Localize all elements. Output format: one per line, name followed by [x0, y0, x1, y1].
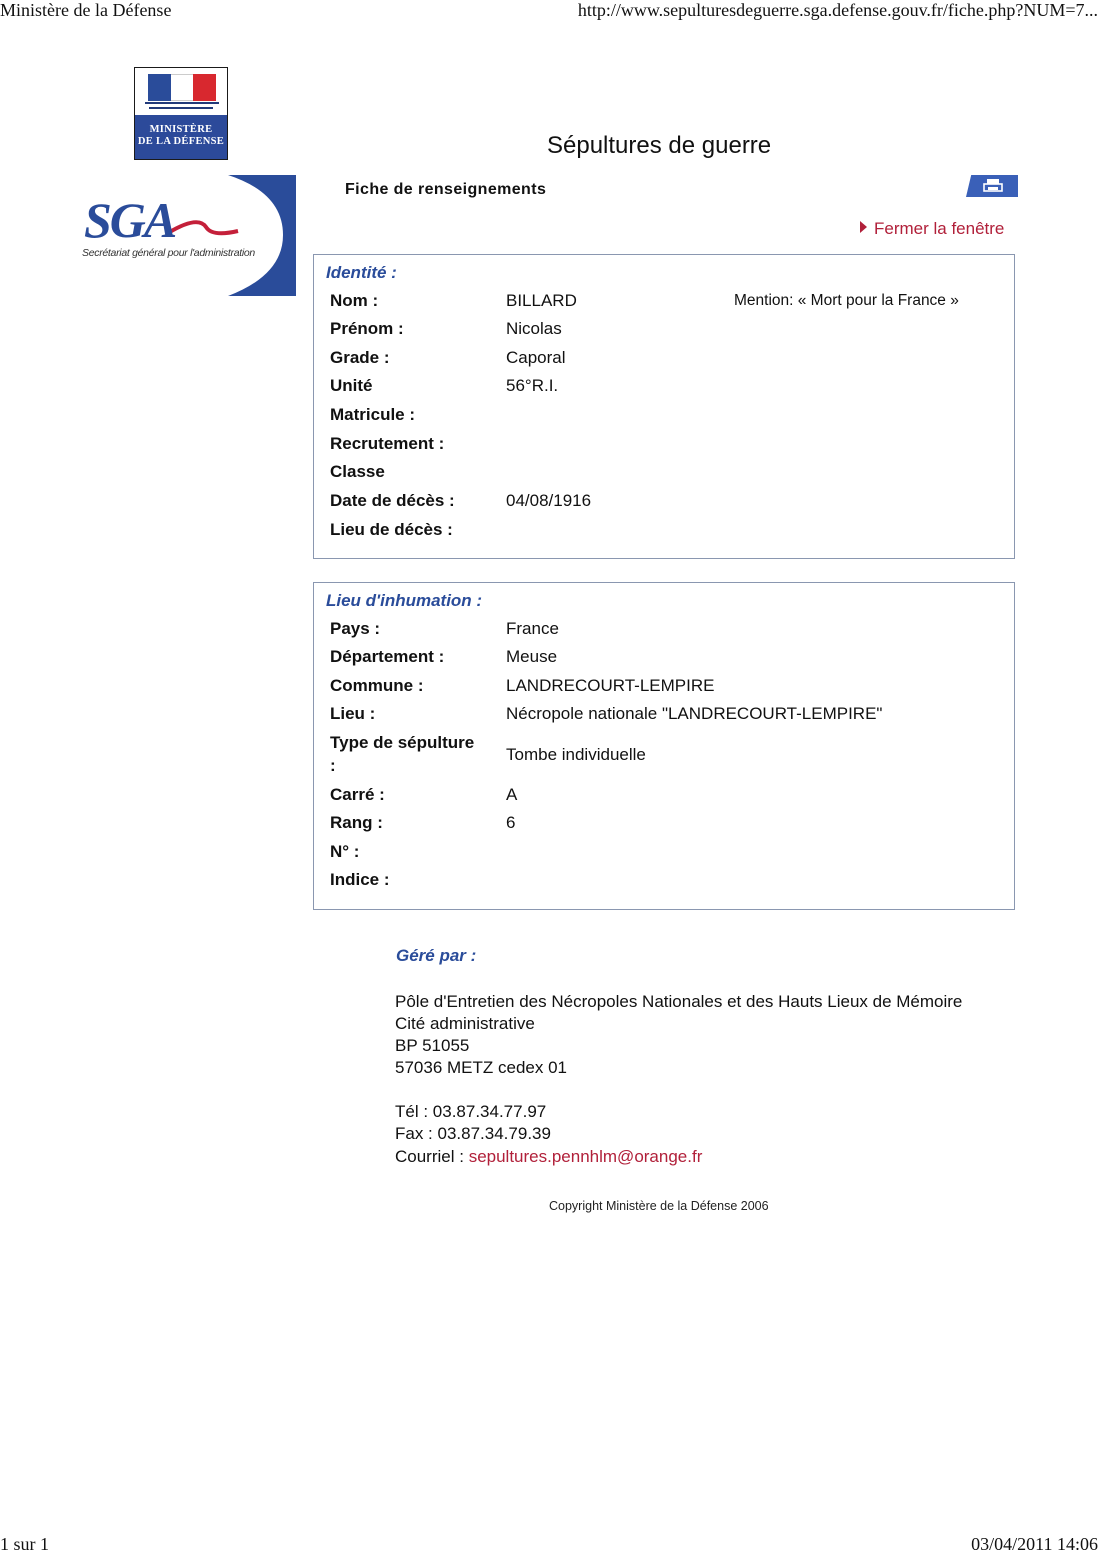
field-value: 56°R.I.	[506, 376, 559, 395]
logo-line-2: DE LA DÉFENSE	[137, 136, 225, 147]
gere-par-title: Géré par :	[396, 946, 477, 965]
field-label: Date de décès :	[330, 491, 455, 510]
field-value: LANDRECOURT-LEMPIRE	[506, 676, 715, 695]
print-footer-page: 1 sur 1	[0, 1534, 49, 1554]
phone-line: Tél : 03.87.34.77.97	[395, 1102, 547, 1121]
print-header-url: http://www.sepulturesdeguerre.sga.defense.gouv.fr/fiche.php?NUM=7...	[577, 0, 1098, 20]
field-value: Caporal	[506, 348, 566, 367]
field-value: BILLARD	[506, 291, 577, 310]
field-label: Classe	[330, 462, 385, 481]
email-line	[395, 1147, 702, 1167]
field-value: Tombe individuelle	[506, 745, 646, 764]
page-title: Sépultures de guerre	[547, 132, 772, 159]
inhumation-title: Lieu d'inhumation :	[326, 591, 483, 610]
french-flag-icon	[148, 74, 216, 101]
field-value: A	[506, 785, 518, 804]
fiche-title: Fiche de renseignements	[345, 181, 547, 198]
close-window-label: Fermer la fenêtre	[874, 219, 1005, 238]
identite-title: Identité :	[326, 263, 397, 282]
print-footer-datetime: 03/04/2011 14:06	[971, 1534, 1098, 1554]
field-label: Carré :	[330, 785, 385, 804]
email-link[interactable]: sepultures.pennhlm@orange.fr	[468, 1147, 703, 1166]
field-label-continued: :	[330, 756, 336, 775]
mention-text: Mention: « Mort pour la France »	[734, 292, 959, 309]
field-label: Prénom :	[330, 319, 404, 338]
field-label: Rang :	[330, 813, 383, 832]
address-line: 57036 METZ cedex 01	[395, 1058, 567, 1077]
logo-line-1: MINISTÈRE	[149, 124, 213, 135]
email-label: Courriel :	[395, 1147, 469, 1166]
field-label: Nom :	[330, 291, 379, 310]
copyright-notice: Copyright Ministère de la Défense 2006	[549, 1199, 769, 1213]
print-button[interactable]	[966, 175, 1018, 197]
field-value: 04/08/1916	[506, 491, 592, 510]
print-header-title: Ministère de la Défense	[0, 0, 172, 20]
address-line: BP 51055	[395, 1036, 470, 1055]
field-label: Pays :	[330, 619, 381, 638]
field-label: Grade :	[330, 348, 390, 367]
field-label: Matricule :	[330, 405, 416, 424]
field-label: Lieu de décès :	[330, 520, 453, 539]
ministere-defense-logo	[134, 67, 228, 160]
field-label: Unité	[330, 376, 373, 395]
inhumation-section	[313, 582, 1015, 910]
sga-subtitle: Secrétariat général pour l'administration	[82, 247, 255, 259]
field-value: Meuse	[506, 647, 558, 666]
sga-mark: SGA	[84, 192, 176, 248]
field-value: 6	[506, 813, 516, 832]
field-value: Nicolas	[506, 319, 562, 338]
address-line: Pôle d'Entretien des Nécropoles Nationales et des Hauts Lieux de Mémoire	[395, 992, 963, 1011]
field-label: Commune :	[330, 676, 424, 695]
arrow-right-icon	[860, 221, 867, 233]
field-label: Indice :	[330, 870, 390, 889]
field-label: Département :	[330, 647, 445, 666]
printer-icon	[982, 178, 1004, 194]
field-label: Recrutement :	[330, 434, 445, 453]
field-label: Lieu :	[330, 704, 376, 723]
sga-logo	[78, 175, 296, 296]
fax-line: Fax : 03.87.34.79.39	[395, 1124, 551, 1143]
field-label: Type de sépulture	[330, 733, 475, 752]
address-line: Cité administrative	[395, 1014, 535, 1033]
close-window-link[interactable]	[860, 219, 1004, 239]
field-value: France	[506, 619, 559, 638]
field-label: N° :	[330, 842, 360, 861]
field-value: Nécropole nationale "LANDRECOURT-LEMPIRE"	[506, 704, 883, 723]
identite-section	[313, 254, 1015, 559]
